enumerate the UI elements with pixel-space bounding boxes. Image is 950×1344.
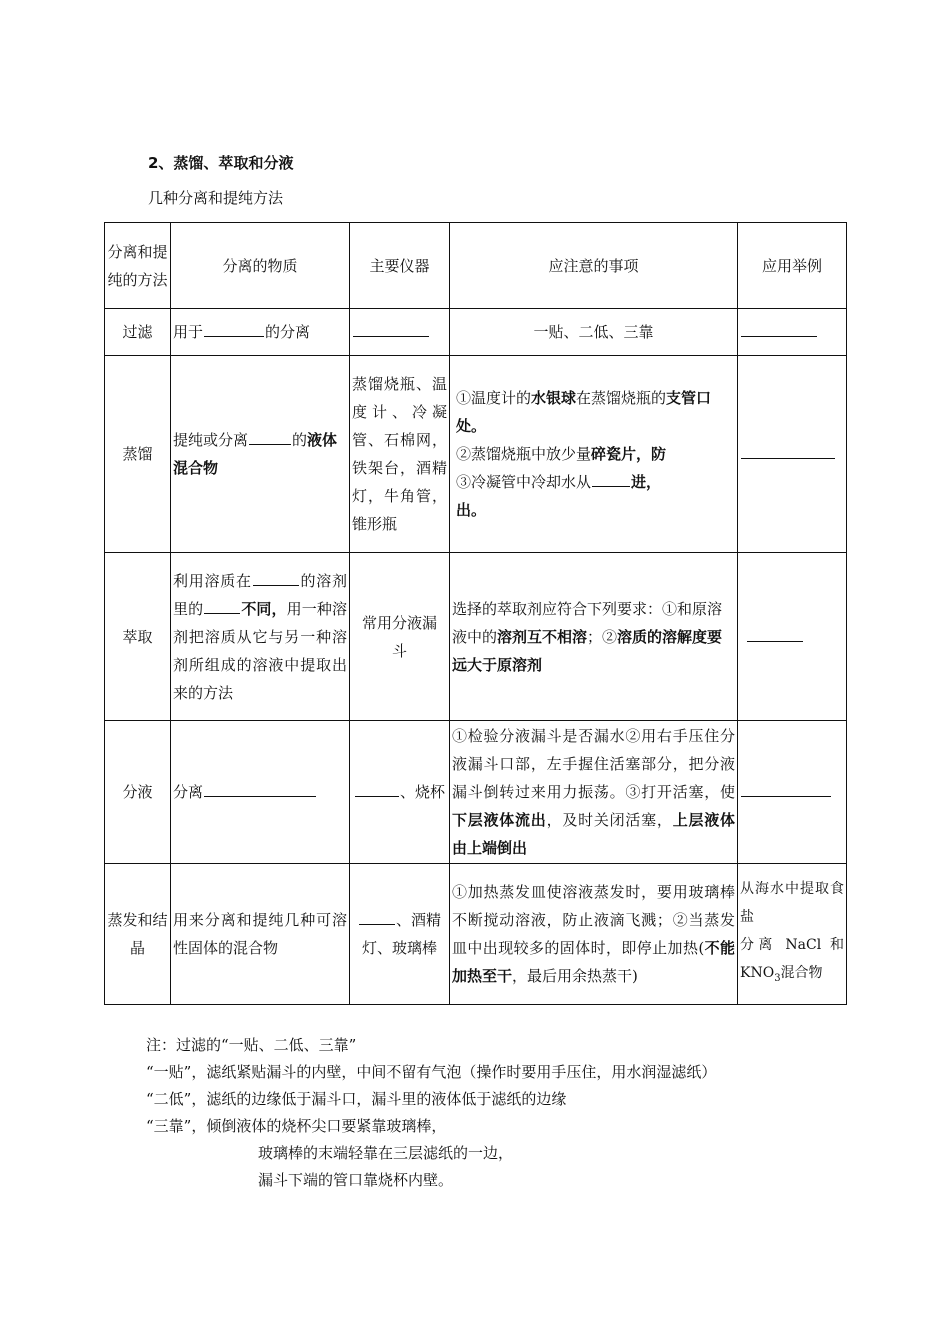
fill-blank — [741, 795, 831, 797]
notes-separation — [450, 721, 738, 864]
substance-evaporation: 用来分离和提纯几种可溶性固体的混合物 — [171, 864, 350, 1005]
substance-extraction — [171, 553, 350, 721]
subscript: 3 — [774, 972, 781, 984]
text-fragment: 溶质的溶解度要远大于原溶剂 — [452, 627, 723, 674]
notes-distillation — [450, 356, 738, 553]
text-fragment: ，最后用余热蒸干) — [512, 967, 638, 985]
method-distillation: 蒸馏 — [105, 356, 171, 553]
notes-line: 漏斗下端的管口靠烧杯内壁。 — [258, 1171, 454, 1189]
notes-title: 注：过滤的“一贴、二低、三靠” — [146, 1036, 357, 1054]
fill-blank — [355, 795, 399, 797]
text-fragment: 下层液体流出 — [452, 811, 547, 829]
text-fragment: 从海水中提取食盐 — [740, 881, 844, 926]
instruments-extraction: 常用分液漏斗 — [350, 553, 450, 721]
notes-line: “一贴”，滤纸紧贴漏斗的内壁，中间不留有气泡（操作时要用手压住，用水润湿滤纸） — [146, 1063, 717, 1081]
text-fragment: 混合物 — [780, 965, 823, 982]
notes-line: 玻璃棒的末端轻靠在三层滤纸的一边， — [258, 1144, 514, 1162]
text-fragment: 碎瓷片，防 — [591, 445, 667, 463]
text-fragment: 出。 — [456, 501, 487, 519]
table-caption: 几种分离和提纯方法 — [148, 189, 284, 207]
fill-blank — [249, 443, 291, 445]
text-fragment: 的溶剂里的 — [173, 571, 347, 618]
example-extraction — [738, 553, 847, 721]
fill-blank — [204, 795, 316, 797]
text-fragment: 用于 — [173, 323, 204, 341]
fill-blank — [741, 457, 835, 459]
fill-blank — [592, 485, 630, 487]
text-fragment: 不能加热至干 — [452, 939, 735, 985]
text-fragment: 不同， — [241, 599, 287, 618]
text-fragment: 、酒精灯、玻璃棒 — [361, 911, 441, 957]
text-fragment: 溶剂互不相溶 — [497, 627, 588, 646]
text-fragment: 提纯或分离 — [173, 431, 249, 449]
text-fragment: 分离 — [173, 783, 204, 801]
table-row-evaporation — [105, 864, 847, 1005]
method-evaporation: 蒸发和结晶 — [105, 864, 171, 1005]
text-fragment: 用一种溶剂把溶质从它与另一种溶剂所组成的溶液中提取出来的方法 — [173, 599, 347, 702]
notes-filtration: 一贴、二低、三靠 — [450, 309, 738, 356]
text-fragment: ①检验分液漏斗是否漏水②用右手压住分液漏斗口部，左手握住活塞部分，把分液漏斗倒转过来用力振荡。③打开活塞，使 — [452, 727, 735, 801]
text-fragment: ①温度计的 — [456, 389, 532, 407]
note-line — [456, 468, 731, 524]
fill-blank — [204, 335, 264, 337]
method-filtration: 过滤 — [105, 309, 171, 356]
instruments-distillation: 蒸馏烧瓶、温度计、冷凝管、石棉网，铁架台，酒精灯，牛角管，锥形瓶 — [350, 356, 450, 553]
example-distillation — [738, 356, 847, 553]
text-fragment: 在蒸馏烧瓶的 — [576, 389, 667, 407]
example-line — [740, 931, 844, 993]
notes-line: “二低”，滤纸的边缘低于漏斗口，漏斗里的液体低于滤纸的边缘 — [146, 1090, 567, 1108]
substance-filtration — [171, 309, 350, 356]
header-instruments: 主要仪器 — [350, 223, 450, 309]
substance-separation — [171, 721, 350, 864]
header-notes: 应注意的事项 — [450, 223, 738, 309]
table-row-separation — [105, 721, 847, 864]
notes-line: “三靠”，倾倒液体的烧杯尖口要紧靠玻璃棒， — [146, 1117, 447, 1135]
header-example: 应用举例 — [738, 223, 847, 309]
text-fragment: ③冷凝管中冷却水从 — [456, 473, 592, 491]
section-heading: 2、蒸馏、萃取和分液 — [148, 154, 294, 172]
table-row-distillation — [105, 356, 847, 553]
text-fragment: 选择的萃取剂应符合下列要求：①和原溶液中的 — [452, 599, 723, 646]
text-fragment: ；② — [587, 627, 618, 646]
fill-blank — [253, 584, 299, 586]
method-separation: 分液 — [105, 721, 171, 864]
example-filtration — [738, 309, 847, 356]
separation-methods-table — [104, 222, 847, 1005]
note-line — [456, 440, 731, 468]
fill-blank — [741, 335, 817, 337]
fill-blank — [353, 335, 429, 337]
text-fragment: 的 — [292, 431, 308, 449]
header-method: 分离和提纯的方法 — [105, 223, 171, 309]
example-separation — [738, 721, 847, 864]
text-fragment: 上层液体由上端倒出 — [452, 811, 735, 857]
notes-extraction — [450, 553, 738, 721]
substance-distillation — [171, 356, 350, 553]
text-fragment: 支管口处。 — [456, 389, 712, 435]
fill-blank — [359, 923, 395, 925]
instruments-evaporation — [350, 864, 450, 1005]
text-fragment: ②蒸馏烧瓶中放少量 — [456, 445, 592, 463]
text-fragment: 的分离 — [265, 323, 311, 341]
instruments-separation — [350, 721, 450, 864]
text-fragment: 利用溶质在 — [173, 571, 252, 590]
method-extraction: 萃取 — [105, 553, 171, 721]
text-fragment: 、烧杯 — [399, 783, 445, 801]
instruments-filtration — [350, 309, 450, 356]
text-fragment: ①加热蒸发皿使溶液蒸发时，要用玻璃棒不断搅动溶液，防止液滴飞溅；②当蒸发皿中出现较多的固体时，即停止加热( — [452, 883, 735, 957]
notes-evaporation — [450, 864, 738, 1005]
filtration-notes — [146, 1032, 716, 1194]
text-fragment: 分离 NaCl 和 KNO — [740, 937, 844, 982]
text-fragment: 进， — [631, 473, 662, 491]
text-fragment: 液体混合物 — [173, 431, 338, 477]
table-header-row — [105, 223, 847, 309]
header-substance: 分离的物质 — [171, 223, 350, 309]
fill-blank — [204, 612, 240, 614]
fill-blank — [747, 640, 803, 642]
table-row-extraction — [105, 553, 847, 721]
table-row-filtration — [105, 309, 847, 356]
note-line — [456, 384, 731, 440]
example-evaporation — [738, 864, 847, 1005]
text-fragment: 水银球 — [531, 389, 577, 407]
text-fragment: ，及时关闭活塞， — [546, 811, 673, 829]
